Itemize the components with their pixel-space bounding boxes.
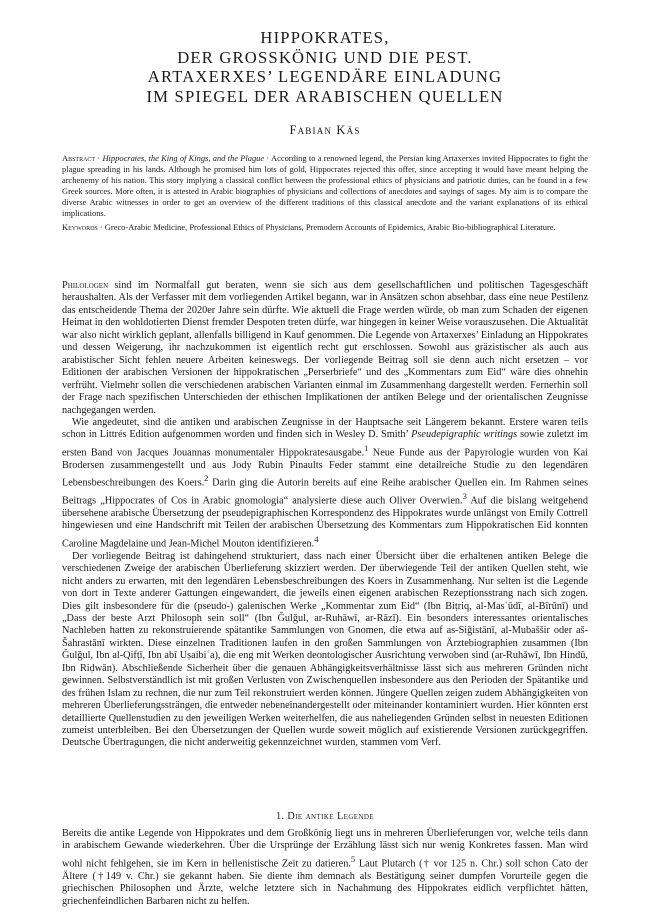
title-line: HIPPOKRATES, (260, 28, 390, 47)
abstract-separator: · (95, 153, 103, 163)
author-name: Fabian Käs (289, 123, 361, 137)
footnote-ref[interactable]: 1 (364, 442, 369, 453)
body-paragraph-text: sind im Normalfall gut beraten, wenn sie sich aus dem gesellschaftlichen und politischen Tagesgeschäft heraushalten. Als der Verfasser mit dem vorliegenden Artikel begann, war in Ansätzen schon absehbar, dass eine neue Pestilenz das entscheidende Thema der 2020er Jahre sein dürfte. Wie aktuell die Frage werden würde, ob man zum Schaden der eigenen Heimat in den wohldotierten Dienst fremder Despoten treten dürfe, war hingegen in keiner Weise vorauszusehen. Die Aktualität war also nicht wirklich geplant, allenfalls billigend in Kauf genommen. Die Legende von Artaxerxes’ Einladung an Hippokrates und dessen Weigerung, ihr nachzukommen ist eigentlich recht gut erschlossen. Sowohl aus gräzistischer als auch aus arabistischer Sicht fehlen neuere Arbeiten keineswegs. Der vorliegende Beitrag soll sie denn auch nicht ersetzen – vor Editionen der arabischen Versionen der hippokratischen „Perserbriefe“ und des „Kommentars zum Eid“ wäre dies ohnehin verfrüht. Vielmehr sollen die verschiedenen arabischen Varianten einmal im Zusammenhang dargestellt werden. Fernerhin soll der Frage nach spezifischen Unterschieden der ethischen Implikationen der antiken Belege und der orientalischen Zeugnisse nachgegangen werden. (62, 280, 588, 416)
abstract-title: Hippocrates, the King of Kings, and the Plague (102, 153, 265, 163)
abstract-label: Abstract (62, 153, 96, 163)
footnote-ref[interactable]: 2 (204, 473, 209, 484)
section-paragraph (62, 828, 588, 908)
title-line: DER GROSSKÖNIG UND DIE PEST. (177, 47, 473, 67)
body-paragraph (62, 417, 588, 551)
title-line: IM SPIEGEL DER ARABISCHEN QUELLEN (146, 86, 504, 106)
section-paragraph-text: Bereits die antike Legende von Hippokrates und dem Großkönig liegt uns in mehreren Überlieferungen vor, welche teils dann in arabischem Gewande wiederkehren. Über die Ursprünge der Erzählung lässt sich nur wenig Konkretes fassen. Man wird wohl nicht fehlgehen, sie im Kern in hellenistische Zeit zu datieren. (62, 828, 588, 870)
body-paragraph-text: Wie angedeutet, sind die antiken und arabischen Zeugnisse in der Hauptsache seit Längerem bekannt. Erstere waren teils schon in Littrés Edition aufgenommen worden und finden sich in Wesley D. Smith’ (62, 416, 588, 441)
footnote-ref[interactable]: 3 (462, 491, 467, 502)
body-text (62, 280, 588, 750)
section-paragraph-text: Laut Plutarch († vor 125 n. Chr.) soll schon Cato der Ältere (†149 v. Chr.) sie gekannt haben. Sie diente ihm demnach als Bestätigung seiner dumpfen Vorurteile gegen die griechischen Philosophen und Ärzte, welche letztere sich in Nachahmung des Hippokrates eidlich verpflichtet hätten, griechenfeindlichen Barbaren nicht zu helfen. (62, 858, 588, 907)
title-line: ARTAXERXES’ LEGENDÄRE EINLADUNG (147, 67, 503, 86)
section-heading: 1. Die antike Legende (275, 811, 375, 822)
drop-lead-word: Philologen (62, 280, 109, 291)
body-paragraph (62, 280, 588, 417)
body-paragraph-text: sowie zuletzt im ersten Band von Jacques Jouannas monumentaler Hippokratesausgabe. (62, 429, 588, 459)
body-paragraph-text: Auf die bislang weitgehend übersehene arabische Übersetzung der pseudepigraphischen Korrespondenz des Hippokrates wurde unlängst von Emily Cottrell hingewiesen und eine Handschrift mit Teilen der arabischen Übersetzung des Kommentars zum Hippokratischen Eid konnten Caroline Magdelaine und Jean-Michel Mouton identifizieren. (62, 495, 588, 550)
footnote-ref[interactable]: 4 (314, 533, 319, 544)
abstract-block (62, 153, 588, 233)
cited-title: Pseudepigraphic writings (411, 429, 518, 441)
section-body (62, 828, 588, 908)
body-paragraph-text: Darin ging die Autorin bereits auf eine Reihe arabischer Quellen ein. Im Rahmen seines Beitrags „Hippocrates of Cos in Arabic gnomologia“ analysierte diese auch Oliver Overwien. (62, 477, 588, 507)
abstract-paragraph (62, 153, 588, 218)
body-paragraph: Der vorliegende Beitrag ist dahingehend strukturiert, dass nach einer Übersicht über die erhaltenen antiken Belege die verschiedenen Zweige der arabischen Überlieferung skizziert werden. Der überwiegende Teil der antiken Quellen steht, wie nicht anders zu erwarten, mit den legendären Lebensbeschreibungen des Koers in Zusammenhang. Nur selten ist die Legende von dort in Texte anderer Gattungen eingewandert, die jeweils einen eigenen arabischen Rezeptionsstrang nach sich zogen. Dies gilt insbesondere für die (pseudo-) galenischen Werke „Kommentar zum Eid“ (Ibn Biṭriq, al-Masʿūdī, al-Bīrūnī) und „Dass der beste Arzt Philosoph sein soll“ (Ibn Ǧulǧul, ar-Ruhāwī, ar-Rāzī). Ein besonders interessantes orientalisches Nachleben hatten zu rekonstruierende spätantike Sammlungen von Gnomen, die etwa auf as-Siǧistānī, al-Mubaššir oder aš-Šahrastānī wirkten. Diese einzelnen Traditionen laufen in den großen Sammlungen von Ärztebiographien zusammen (Ibn Ǧulǧul, Ibn al-Qifṭī, Ibn abī Uṣaibiʿa), die eng mit Werken deontologischer Ausrichtung verwoben sind (ar-Ruhāwī, Ibn Hindū, Ibn Riḍwān). Abschließende Sicherheit über die genauen Abhängigkeitsverhältnisse lässt sich aus mehreren Gründen nicht gewinnen. Selbstverständlich ist mit großen Verlusten von Zwischenquellen insbesondere aus den Perioden der Spätantike und des frühen Islam zu rechnen, die nur zum Teil rekonstruiert werden können. Jüngere Quellen zeigen zudem Abhängigkeiten von mehreren Überlieferungssträngen, die entweder nebeneinandergestellt oder miteinander kontaminiert wurden. Hier könnten erst detaillierte Quellenstudien zu den jeweiligen Werken weiterhelfen, die aus naheliegenden Gründen selbst in neuesten Editionen zumeist unterbleiben. Bei den Übersetzungen der Quellen wurde soweit möglich auf existierende Versionen zurückgegriffen. Deutsche Übertragungen, die nicht anderweitig gekennzeichnet wurden, stammen vom Verf. (62, 550, 588, 749)
footnote-ref[interactable]: 5 (350, 853, 356, 864)
body-paragraph-text: Neue Funde aus der Papyrologie wurden von Kai Brodersen zusammengestellt und aus Jody Rubin Pinaults Feder stammt eine detailreiche Studie zu den legendären Lebensbeschreibungen des Koers. (62, 447, 588, 489)
abstract-text: · According to a renowned legend, the Persian king Artaxerxes invited Hippocrates to fight the plague spreading in his lands. Although he promised him lots of gold, Hippocrates rejected this offer, since accepting it would have meant helping the archenemy of his nation. This story implying a classical conflict between the professional ethics of physicians and patriotic duties, can be found in a few Greek sources. More often, it is attested in Arabic biographies of physicians and collections of anecdotes and sayings of sages. My aim is to compare the diverse Arabic witnesses in order to get an overview of the different traditions of this classical anecdote and the variant explanations of its ethical implications. (62, 153, 588, 218)
keywords-label: Keywords (62, 222, 98, 233)
paper-title (40, 28, 610, 106)
keywords-text: · Greco-Arabic Medicine, Professional Ethics of Physicians, Premodern Accounts of Epidemics, Arabic Bio-bibliographical Literature. (97, 222, 556, 233)
keywords-paragraph (62, 222, 588, 233)
